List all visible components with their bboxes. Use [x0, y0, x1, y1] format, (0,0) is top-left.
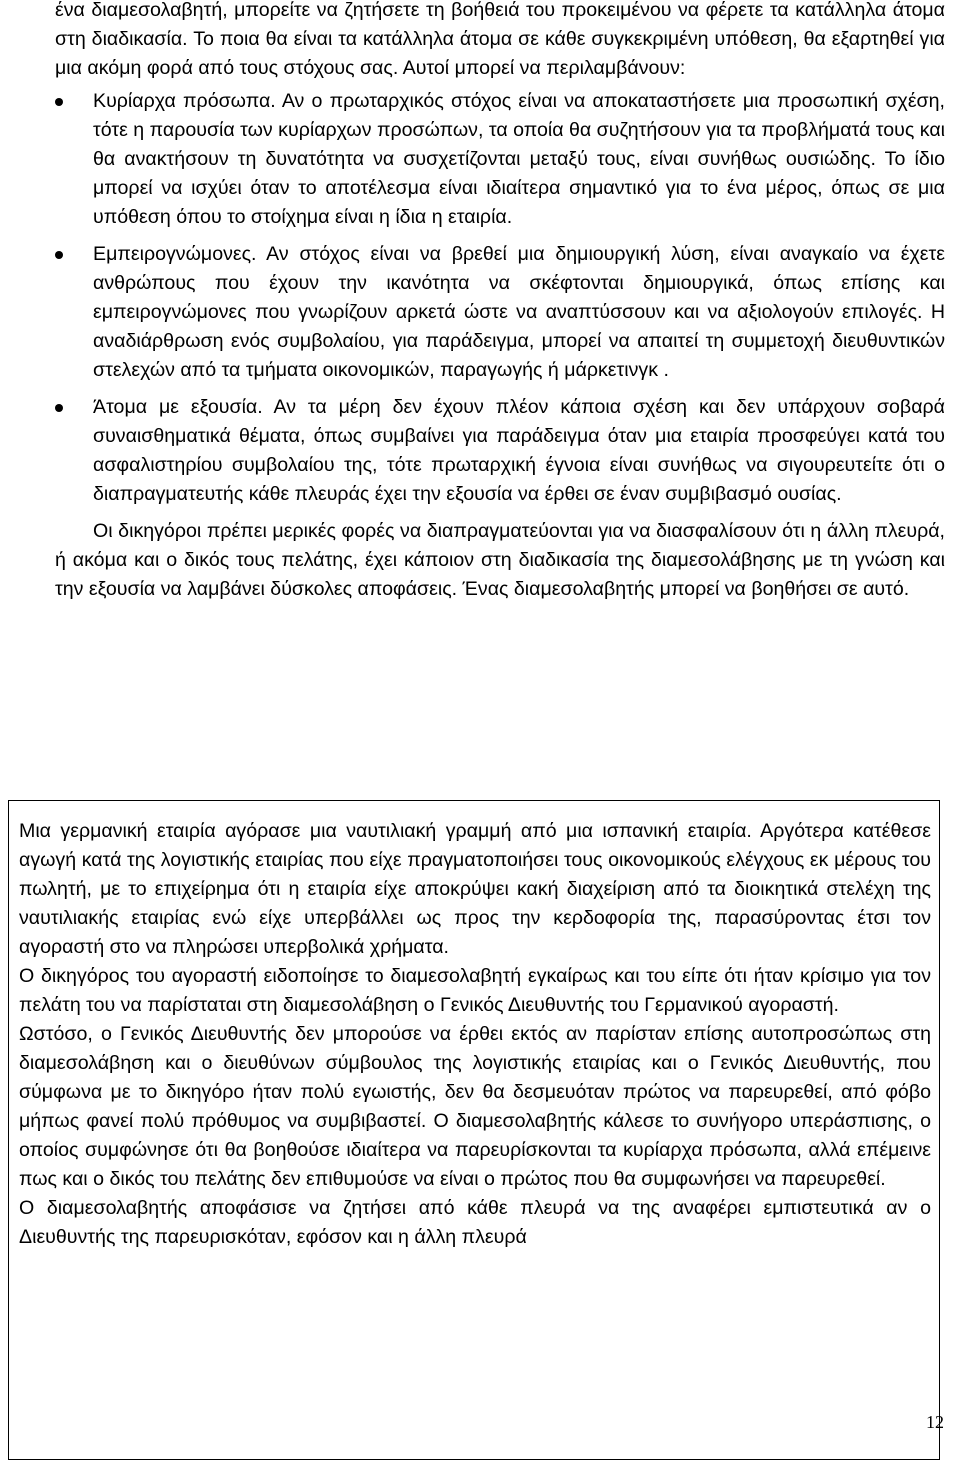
- bullet-text: Άτομα με εξουσία. Αν τα μέρη δεν έχουν πλέον κάποια σχέση και δεν υπάρχουν σοβαρά συναισθηματικά θέματα, όπως συμβαίνει για παράδειγμα όταν μια εταιρία προσφεύγει κατά του ασφαλιστηρίου συμβολαίου της, τότε πρωταρχική έγνοια είναι συνήθως να σιγουρευτείτε ότι ο διαπραγματευτής κάθε πλευράς έχει την εξουσία να έρθει σε έναν συμβιβασμό ουσίας.: [93, 396, 945, 505]
- list-item: [55, 393, 945, 509]
- case-paragraph: Ωστόσο, ο Γενικός Διευθυντής δεν μπορούσε να έρθει εκτός αν παρίσταν επίσης αυτοπροσώπως στη διαμεσολάβηση και ο διευθύνων σύμβουλος της λογιστικής εταιρίας και ο Γενικός Διευθυντής, που σύμφωνα με το δικηγόρο ήταν πολύ εγωιστής, δεν θα δεσμευόταν πρώτος να παρευρεθεί, από φόβο μήπως φανεί πολύ πρόθυμος να συμβιβαστεί. Ο διαμεσολαβητής κάλεσε το συνήγορο υπεράσπισης, ο οποίος συμφώνησε ότι θα βοηθούσε ιδιαίτερα να παρευρίσκονται τα κυρίαρχα πρόσωπα, αλλά επέμεινε πως και ο δικός του πελάτης δεν επιθυμούσε να είναι ο πρώτος που θα συμφωνήσει να παρευρεθεί.: [19, 1023, 931, 1190]
- bullet-icon: [55, 98, 63, 106]
- case-paragraph: Ο δικηγόρος του αγοραστή ειδοποίησε το διαμεσολαβητή εγκαίρως και του είπε ότι ήταν κρίσιμο για τον πελάτη του να παρίσταται στη διαμεσολάβηση ο Γενικός Διευθυντής του Γερμανικού αγοραστή.: [19, 965, 931, 1016]
- bullet-icon: [55, 251, 63, 259]
- list-item: [55, 87, 945, 232]
- intro-paragraph: ένα διαμεσολαβητή, μπορείτε να ζητήσετε τη βοήθειά του προκειμένου να φέρετε τα κατάλληλα άτομα στη διαδικασία. Το ποια θα είναι τα κατάλληλα άτομα σε κάθε συγκεκριμένη υπόθεση, θα εξαρτηθεί για μια ακόμη φορά από τους στόχους σας. Αυτοί μπορεί να περιλαμβάνουν:: [55, 0, 945, 79]
- list-item: [55, 240, 945, 385]
- closing-paragraph: Οι δικηγόροι πρέπει μερικές φορές να διαπραγματεύονται για να διασφαλίσουν ότι η άλλη πλευρά, ή ακόμα και ο δικός τους πελάτης, έχει κάποιον στη διαδικασία της διαμεσολάβησης με τη γνώση και την εξουσία να λαμβάνει δύσκολες αποφάσεις. Ένας διαμεσολαβητής μπορεί να βοηθήσει σε αυτό.: [55, 520, 945, 600]
- bullet-list: [55, 87, 945, 509]
- page-number: 12: [926, 1412, 944, 1432]
- case-study-box: [8, 800, 940, 1460]
- bullet-text: Εμπειρογνώμονες. Αν στόχος είναι να βρεθεί μια δημιουργική λύση, είναι αναγκαίο να έχετε ανθρώπους που έχουν την ικανότητα να σκέφτονται δημιουργικά, όπως επίσης και εμπειρογνώμονες που γνωρίζουν αρκετά ώστε να αναπτύσσουν και να αξιολογούν επιλογές. Η αναδιάρθρωση ενός συμβολαίου, για παράδειγμα, μπορεί να απαιτεί τη συμμετοχή διευθυντικών στελεχών από τα τμήματα οικονομικών, παραγωγής ή μάρκετινγκ .: [93, 243, 945, 381]
- bullet-text: Κυρίαρχα πρόσωπα. Αν ο πρωταρχικός στόχος είναι να αποκαταστήσετε μια προσωπική σχέση, τότε η παρουσία των κυρίαρχων προσώπων, τα οποία θα συζητήσουν για τα προβλήματά τους και θα ανακτήσουν τη δυνατότητα να συσχετίζονται μεταξύ τους, είναι συνήθως ουσιώδης. Το ίδιο μπορεί να ισχύει όταν το αποτέλεσμα είναι ιδιαίτερα σημαντικό για το ένα μέρος, όπως σε μια υπόθεση όπου το στοίχημα είναι η ίδια η εταιρία.: [93, 90, 945, 228]
- main-text-block: [55, 0, 945, 604]
- case-paragraph: Ο διαμεσολαβητής αποφάσισε να ζητήσει από κάθε πλευρά να της αναφέρει εμπιστευτικά αν ο Διευθυντής της παρευρισκόταν, εφόσον και η άλλη πλευρά: [19, 1197, 931, 1248]
- bullet-icon: [55, 404, 63, 412]
- case-paragraph: Μια γερμανική εταιρία αγόρασε μια ναυτιλιακή γραμμή από μια ισπανική εταιρία. Αργότερα κατέθεσε αγωγή κατά της λογιστικής εταιρίας που είχε πραγματοποιήσει τους οικονομικούς ελέγχους εκ μέρους του πωλητή, με το επιχείρημα ότι η εταιρία είχε αποκρύψει κακή διαχείριση από τα διοικητικά στελέχη της ναυτιλιακής εταιρίας ενώ είχε υπερβάλλει ως προς την κερδοφορία της, παρασύροντας έτσι τον αγοραστή στο να πληρώσει υπερβολικά χρήματα.: [19, 820, 931, 958]
